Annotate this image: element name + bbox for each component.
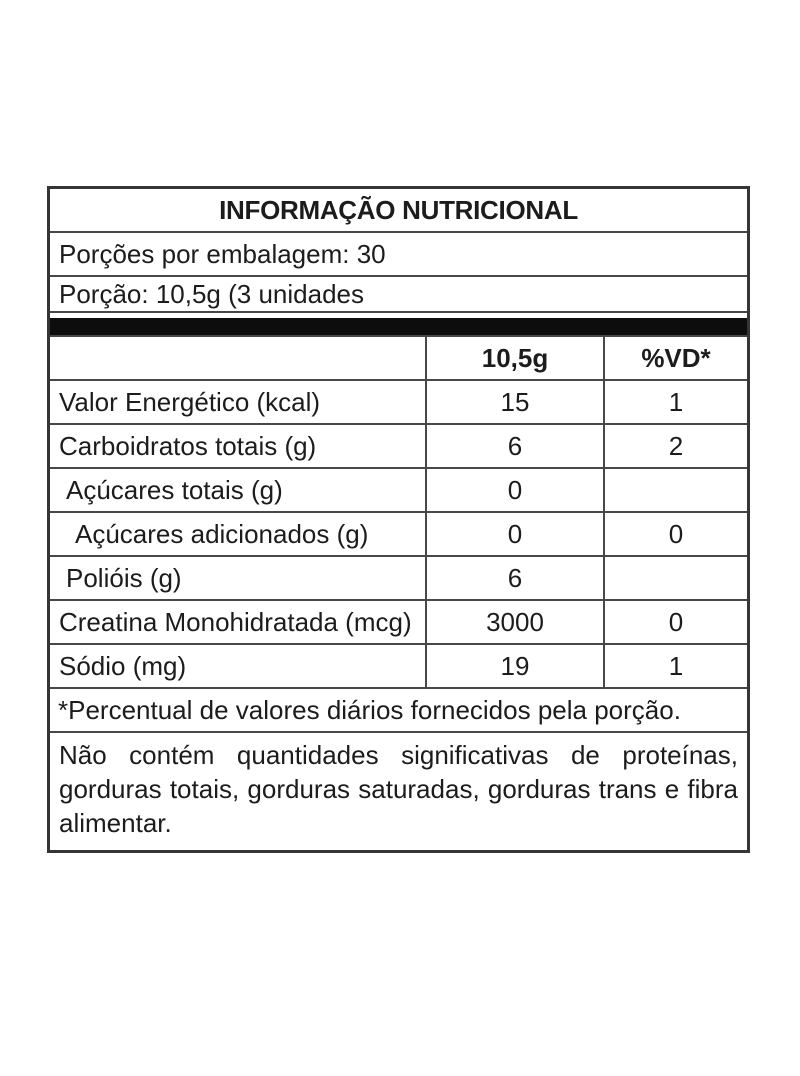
no-significant-amounts-note: Não contém quantidades significativas de proteínas, gorduras totais, gorduras saturadas, gorduras trans e fibra alimentar. [50,731,747,850]
nutrient-amount: 15 [425,379,603,423]
nutrient-amount: 3000 [425,599,603,643]
nutrient-label: Valor Energético (kcal) [50,379,425,423]
nutrient-amount: 0 [425,467,603,511]
table-title: INFORMAÇÃO NUTRICIONAL [50,189,747,233]
nutrient-dv [603,555,747,599]
servings-per-package: Porções por embalagem: 30 [50,233,747,277]
nutrient-dv: 2 [603,423,747,467]
nutrient-amount: 19 [425,643,603,687]
nutrient-label: Creatina Monohidratada (mcg) [50,599,425,643]
nutrient-dv [603,467,747,511]
nutrient-label: Açúcares adicionados (g) [50,511,425,555]
nutrient-label: Sódio (mg) [50,643,425,687]
dv-column-header: %VD* [603,335,747,379]
separator-band [50,318,747,335]
nutrient-dv: 0 [603,511,747,555]
dv-footnote: *Percentual de valores diários fornecidos pela porção. [50,687,747,731]
nutrient-amount: 6 [425,423,603,467]
nutrient-label: Açúcares totais (g) [50,467,425,511]
nutrient-grid [50,335,747,687]
amount-column-header: 10,5g [425,335,603,379]
nutrient-dv: 1 [603,379,747,423]
nutrient-amount: 6 [425,555,603,599]
nutrient-label: Carboidratos totais (g) [50,423,425,467]
portion-size: Porção: 10,5g (3 unidades [50,277,747,313]
nutrient-dv: 0 [603,599,747,643]
nutrition-facts-table [47,186,750,853]
label-column-header [50,335,425,379]
nutrient-amount: 0 [425,511,603,555]
nutrient-dv: 1 [603,643,747,687]
nutrient-label: Polióis (g) [50,555,425,599]
